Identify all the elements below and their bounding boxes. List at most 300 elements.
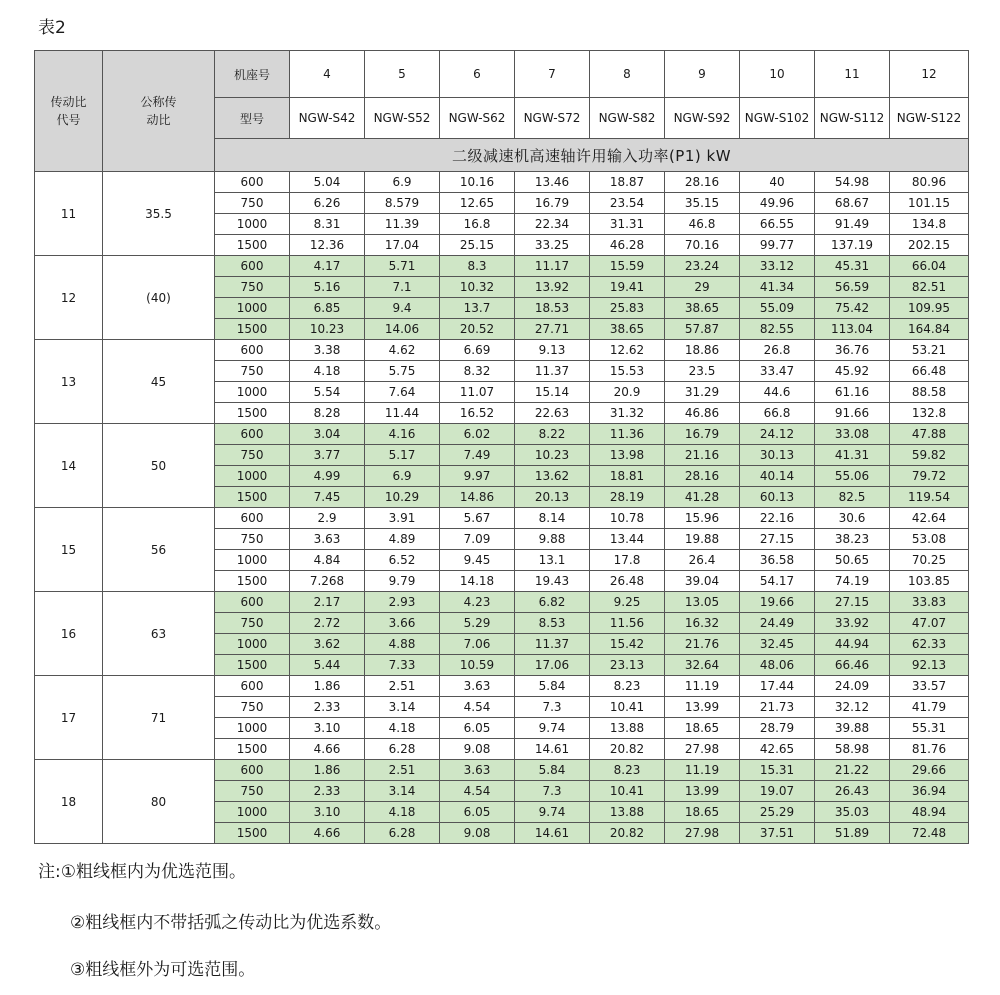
power-value-cell: 8.14 bbox=[515, 508, 590, 529]
power-value-cell: 33.57 bbox=[890, 676, 969, 697]
power-value-cell: 4.17 bbox=[290, 256, 365, 277]
power-value-cell: 3.04 bbox=[290, 424, 365, 445]
power-value-cell: 5.84 bbox=[515, 676, 590, 697]
power-value-cell: 21.16 bbox=[665, 445, 740, 466]
power-value-cell: 75.42 bbox=[815, 298, 890, 319]
nominal-ratio-cell: 45 bbox=[103, 340, 215, 424]
note-3: ③粗线框外为可选范围。 bbox=[70, 960, 256, 980]
frame-number: 4 bbox=[290, 51, 365, 98]
power-value-cell: 9.74 bbox=[515, 802, 590, 823]
power-value-cell: 20.52 bbox=[440, 319, 515, 340]
power-value-cell: 2.17 bbox=[290, 592, 365, 613]
power-value-cell: 11.44 bbox=[365, 403, 440, 424]
power-value-cell: 10.23 bbox=[515, 445, 590, 466]
power-value-cell: 9.88 bbox=[515, 529, 590, 550]
power-value-cell: 5.71 bbox=[365, 256, 440, 277]
power-value-cell: 18.87 bbox=[590, 172, 665, 193]
frame-label: 机座号 bbox=[215, 51, 290, 98]
power-value-cell: 66.8 bbox=[740, 403, 815, 424]
frame-number: 10 bbox=[740, 51, 815, 98]
model-name: NGW-S42 bbox=[290, 98, 365, 139]
power-value-cell: 14.06 bbox=[365, 319, 440, 340]
power-value-cell: 59.82 bbox=[890, 445, 969, 466]
power-value-cell: 6.52 bbox=[365, 550, 440, 571]
power-value-cell: 4.66 bbox=[290, 739, 365, 760]
frame-number: 9 bbox=[665, 51, 740, 98]
power-value-cell: 3.10 bbox=[290, 718, 365, 739]
power-value-cell: 42.65 bbox=[740, 739, 815, 760]
nominal-ratio-cell: 50 bbox=[103, 424, 215, 508]
power-value-cell: 18.65 bbox=[665, 802, 740, 823]
input-speed-cell: 750 bbox=[215, 193, 290, 214]
power-value-cell: 3.63 bbox=[290, 529, 365, 550]
power-value-cell: 5.29 bbox=[440, 613, 515, 634]
power-value-cell: 91.66 bbox=[815, 403, 890, 424]
power-value-cell: 26.4 bbox=[665, 550, 740, 571]
nominal-ratio-cell: 35.5 bbox=[103, 172, 215, 256]
power-value-cell: 13.1 bbox=[515, 550, 590, 571]
input-speed-cell: 600 bbox=[215, 340, 290, 361]
power-value-cell: 2.33 bbox=[290, 781, 365, 802]
power-value-cell: 66.48 bbox=[890, 361, 969, 382]
frame-number: 5 bbox=[365, 51, 440, 98]
input-speed-cell: 600 bbox=[215, 172, 290, 193]
power-value-cell: 109.95 bbox=[890, 298, 969, 319]
power-value-cell: 13.7 bbox=[440, 298, 515, 319]
input-speed-cell: 750 bbox=[215, 529, 290, 550]
power-value-cell: 3.66 bbox=[365, 613, 440, 634]
input-speed-cell: 1500 bbox=[215, 739, 290, 760]
input-speed-cell: 750 bbox=[215, 277, 290, 298]
power-value-cell: 55.09 bbox=[740, 298, 815, 319]
input-speed-cell: 1500 bbox=[215, 823, 290, 844]
power-value-cell: 20.82 bbox=[590, 823, 665, 844]
power-value-cell: 30.6 bbox=[815, 508, 890, 529]
ratio-code-cell: 11 bbox=[35, 172, 103, 256]
power-value-cell: 6.85 bbox=[290, 298, 365, 319]
power-value-cell: 11.37 bbox=[515, 634, 590, 655]
power-value-cell: 22.34 bbox=[515, 214, 590, 235]
input-speed-cell: 1000 bbox=[215, 382, 290, 403]
power-value-cell: 38.23 bbox=[815, 529, 890, 550]
input-speed-cell: 1500 bbox=[215, 571, 290, 592]
power-value-cell: 46.86 bbox=[665, 403, 740, 424]
power-value-cell: 32.45 bbox=[740, 634, 815, 655]
power-value-cell: 19.66 bbox=[740, 592, 815, 613]
power-value-cell: 13.88 bbox=[590, 718, 665, 739]
power-value-cell: 6.28 bbox=[365, 739, 440, 760]
power-value-cell: 49.96 bbox=[740, 193, 815, 214]
power-value-cell: 91.49 bbox=[815, 214, 890, 235]
table-caption: 表2 bbox=[38, 18, 66, 38]
power-value-cell: 54.98 bbox=[815, 172, 890, 193]
model-name: NGW-S82 bbox=[590, 98, 665, 139]
power-value-cell: 134.8 bbox=[890, 214, 969, 235]
power-value-cell: 28.79 bbox=[740, 718, 815, 739]
power-value-cell: 13.99 bbox=[665, 697, 740, 718]
power-value-cell: 3.10 bbox=[290, 802, 365, 823]
power-value-cell: 11.37 bbox=[515, 361, 590, 382]
power-value-cell: 4.62 bbox=[365, 340, 440, 361]
power-value-cell: 7.1 bbox=[365, 277, 440, 298]
power-value-cell: 28.19 bbox=[590, 487, 665, 508]
power-value-cell: 33.12 bbox=[740, 256, 815, 277]
input-speed-cell: 750 bbox=[215, 445, 290, 466]
power-value-cell: 23.5 bbox=[665, 361, 740, 382]
power-value-cell: 22.63 bbox=[515, 403, 590, 424]
input-speed-cell: 600 bbox=[215, 760, 290, 781]
power-value-cell: 70.25 bbox=[890, 550, 969, 571]
input-speed-cell: 1500 bbox=[215, 403, 290, 424]
power-value-cell: 3.14 bbox=[365, 697, 440, 718]
power-value-cell: 2.33 bbox=[290, 697, 365, 718]
power-rating-table bbox=[34, 50, 969, 844]
power-value-cell: 28.16 bbox=[665, 172, 740, 193]
power-value-cell: 8.23 bbox=[590, 760, 665, 781]
power-value-cell: 6.69 bbox=[440, 340, 515, 361]
power-value-cell: 4.54 bbox=[440, 781, 515, 802]
power-value-cell: 16.32 bbox=[665, 613, 740, 634]
power-value-cell: 5.67 bbox=[440, 508, 515, 529]
power-value-cell: 4.84 bbox=[290, 550, 365, 571]
power-value-cell: 119.54 bbox=[890, 487, 969, 508]
power-value-cell: 6.26 bbox=[290, 193, 365, 214]
power-value-cell: 9.97 bbox=[440, 466, 515, 487]
power-value-cell: 1.86 bbox=[290, 676, 365, 697]
power-value-cell: 4.66 bbox=[290, 823, 365, 844]
power-value-cell: 29.66 bbox=[890, 760, 969, 781]
power-value-cell: 31.32 bbox=[590, 403, 665, 424]
model-name: NGW-S102 bbox=[740, 98, 815, 139]
power-value-cell: 3.63 bbox=[440, 760, 515, 781]
power-value-cell: 8.32 bbox=[440, 361, 515, 382]
input-speed-cell: 750 bbox=[215, 781, 290, 802]
power-value-cell: 7.64 bbox=[365, 382, 440, 403]
power-value-cell: 39.88 bbox=[815, 718, 890, 739]
power-value-cell: 3.63 bbox=[440, 676, 515, 697]
power-value-cell: 53.21 bbox=[890, 340, 969, 361]
power-value-cell: 4.16 bbox=[365, 424, 440, 445]
power-value-cell: 9.08 bbox=[440, 739, 515, 760]
power-value-cell: 6.82 bbox=[515, 592, 590, 613]
table-row bbox=[35, 508, 969, 529]
power-value-cell: 42.64 bbox=[890, 508, 969, 529]
power-value-cell: 36.94 bbox=[890, 781, 969, 802]
power-value-cell: 88.58 bbox=[890, 382, 969, 403]
power-value-cell: 57.87 bbox=[665, 319, 740, 340]
power-value-cell: 14.18 bbox=[440, 571, 515, 592]
power-value-cell: 9.13 bbox=[515, 340, 590, 361]
power-value-cell: 33.08 bbox=[815, 424, 890, 445]
power-value-cell: 68.67 bbox=[815, 193, 890, 214]
power-value-cell: 1.86 bbox=[290, 760, 365, 781]
power-value-cell: 6.05 bbox=[440, 718, 515, 739]
input-speed-cell: 600 bbox=[215, 256, 290, 277]
ratio-code-cell: 14 bbox=[35, 424, 103, 508]
power-value-cell: 4.23 bbox=[440, 592, 515, 613]
power-value-cell: 18.53 bbox=[515, 298, 590, 319]
power-value-cell: 30.13 bbox=[740, 445, 815, 466]
power-value-cell: 164.84 bbox=[890, 319, 969, 340]
power-value-cell: 4.54 bbox=[440, 697, 515, 718]
input-speed-cell: 750 bbox=[215, 697, 290, 718]
power-value-cell: 2.51 bbox=[365, 760, 440, 781]
power-value-cell: 17.04 bbox=[365, 235, 440, 256]
power-value-cell: 10.16 bbox=[440, 172, 515, 193]
power-value-cell: 6.9 bbox=[365, 172, 440, 193]
power-value-cell: 10.78 bbox=[590, 508, 665, 529]
power-value-cell: 33.47 bbox=[740, 361, 815, 382]
table-row bbox=[35, 256, 969, 277]
power-value-cell: 17.06 bbox=[515, 655, 590, 676]
power-value-cell: 25.29 bbox=[740, 802, 815, 823]
ratio-code-cell: 17 bbox=[35, 676, 103, 760]
power-value-cell: 58.98 bbox=[815, 739, 890, 760]
power-value-cell: 60.13 bbox=[740, 487, 815, 508]
power-value-cell: 50.65 bbox=[815, 550, 890, 571]
power-value-cell: 54.17 bbox=[740, 571, 815, 592]
power-value-cell: 99.77 bbox=[740, 235, 815, 256]
power-value-cell: 5.16 bbox=[290, 277, 365, 298]
power-value-cell: 12.36 bbox=[290, 235, 365, 256]
power-value-cell: 27.15 bbox=[815, 592, 890, 613]
power-value-cell: 33.92 bbox=[815, 613, 890, 634]
power-value-cell: 28.16 bbox=[665, 466, 740, 487]
input-speed-cell: 750 bbox=[215, 613, 290, 634]
input-speed-cell: 1000 bbox=[215, 298, 290, 319]
power-value-cell: 40 bbox=[740, 172, 815, 193]
power-value-cell: 41.31 bbox=[815, 445, 890, 466]
power-value-cell: 7.3 bbox=[515, 781, 590, 802]
power-value-cell: 14.61 bbox=[515, 739, 590, 760]
power-value-cell: 16.8 bbox=[440, 214, 515, 235]
power-value-cell: 66.46 bbox=[815, 655, 890, 676]
power-value-cell: 51.89 bbox=[815, 823, 890, 844]
power-value-cell: 5.84 bbox=[515, 760, 590, 781]
power-value-cell: 21.73 bbox=[740, 697, 815, 718]
power-value-cell: 36.76 bbox=[815, 340, 890, 361]
power-value-cell: 27.98 bbox=[665, 739, 740, 760]
power-value-cell: 37.51 bbox=[740, 823, 815, 844]
frame-number: 8 bbox=[590, 51, 665, 98]
power-value-cell: 5.17 bbox=[365, 445, 440, 466]
note-2: ②粗线框内不带括弧之传动比为优选系数。 bbox=[70, 913, 392, 933]
power-value-cell: 18.65 bbox=[665, 718, 740, 739]
power-value-cell: 82.55 bbox=[740, 319, 815, 340]
power-value-cell: 202.15 bbox=[890, 235, 969, 256]
power-value-cell: 66.55 bbox=[740, 214, 815, 235]
table-row bbox=[35, 424, 969, 445]
power-value-cell: 46.8 bbox=[665, 214, 740, 235]
power-value-cell: 80.96 bbox=[890, 172, 969, 193]
power-value-cell: 27.98 bbox=[665, 823, 740, 844]
power-value-cell: 17.44 bbox=[740, 676, 815, 697]
power-value-cell: 15.42 bbox=[590, 634, 665, 655]
power-value-cell: 7.45 bbox=[290, 487, 365, 508]
power-value-cell: 20.13 bbox=[515, 487, 590, 508]
power-value-cell: 15.14 bbox=[515, 382, 590, 403]
power-value-cell: 4.89 bbox=[365, 529, 440, 550]
power-value-cell: 24.12 bbox=[740, 424, 815, 445]
power-value-cell: 137.19 bbox=[815, 235, 890, 256]
power-value-cell: 47.07 bbox=[890, 613, 969, 634]
power-value-cell: 47.88 bbox=[890, 424, 969, 445]
power-value-cell: 2.9 bbox=[290, 508, 365, 529]
ratio-code-cell: 16 bbox=[35, 592, 103, 676]
power-value-cell: 8.53 bbox=[515, 613, 590, 634]
nominal-ratio-cell: (40) bbox=[103, 256, 215, 340]
power-value-cell: 46.28 bbox=[590, 235, 665, 256]
power-value-cell: 5.04 bbox=[290, 172, 365, 193]
ratio-code-cell: 13 bbox=[35, 340, 103, 424]
power-value-cell: 23.24 bbox=[665, 256, 740, 277]
input-speed-cell: 1000 bbox=[215, 550, 290, 571]
table-row bbox=[35, 340, 969, 361]
power-value-cell: 13.44 bbox=[590, 529, 665, 550]
power-value-cell: 92.13 bbox=[890, 655, 969, 676]
power-value-cell: 44.6 bbox=[740, 382, 815, 403]
power-value-cell: 15.96 bbox=[665, 508, 740, 529]
power-value-cell: 8.23 bbox=[590, 676, 665, 697]
power-value-cell: 9.25 bbox=[590, 592, 665, 613]
power-value-cell: 14.86 bbox=[440, 487, 515, 508]
power-value-cell: 14.61 bbox=[515, 823, 590, 844]
power-value-cell: 113.04 bbox=[815, 319, 890, 340]
power-value-cell: 4.18 bbox=[290, 361, 365, 382]
power-value-cell: 10.29 bbox=[365, 487, 440, 508]
power-value-cell: 13.62 bbox=[515, 466, 590, 487]
nominal-ratio-cell: 63 bbox=[103, 592, 215, 676]
power-value-cell: 55.31 bbox=[890, 718, 969, 739]
power-value-cell: 11.36 bbox=[590, 424, 665, 445]
power-value-cell: 21.76 bbox=[665, 634, 740, 655]
power-value-cell: 36.58 bbox=[740, 550, 815, 571]
nominal-ratio-header: 公称传 动比 bbox=[103, 51, 215, 172]
power-value-cell: 19.07 bbox=[740, 781, 815, 802]
power-value-cell: 15.59 bbox=[590, 256, 665, 277]
input-speed-cell: 1500 bbox=[215, 235, 290, 256]
power-value-cell: 7.06 bbox=[440, 634, 515, 655]
power-value-cell: 19.43 bbox=[515, 571, 590, 592]
power-value-cell: 12.62 bbox=[590, 340, 665, 361]
power-value-cell: 18.81 bbox=[590, 466, 665, 487]
power-value-cell: 13.88 bbox=[590, 802, 665, 823]
table-row bbox=[35, 676, 969, 697]
power-value-cell: 61.16 bbox=[815, 382, 890, 403]
power-value-cell: 4.88 bbox=[365, 634, 440, 655]
power-value-cell: 4.18 bbox=[365, 718, 440, 739]
nominal-ratio-cell: 71 bbox=[103, 676, 215, 760]
power-value-cell: 31.29 bbox=[665, 382, 740, 403]
power-value-cell: 11.17 bbox=[515, 256, 590, 277]
frame-number: 12 bbox=[890, 51, 969, 98]
power-value-cell: 38.65 bbox=[590, 319, 665, 340]
power-value-cell: 16.79 bbox=[515, 193, 590, 214]
power-value-cell: 11.39 bbox=[365, 214, 440, 235]
power-value-cell: 35.15 bbox=[665, 193, 740, 214]
input-speed-cell: 600 bbox=[215, 424, 290, 445]
power-value-cell: 19.41 bbox=[590, 277, 665, 298]
power-value-cell: 15.31 bbox=[740, 760, 815, 781]
power-value-cell: 33.83 bbox=[890, 592, 969, 613]
power-value-cell: 55.06 bbox=[815, 466, 890, 487]
power-value-cell: 11.07 bbox=[440, 382, 515, 403]
power-value-cell: 35.03 bbox=[815, 802, 890, 823]
input-speed-cell: 1000 bbox=[215, 634, 290, 655]
power-value-cell: 24.09 bbox=[815, 676, 890, 697]
power-value-cell: 3.77 bbox=[290, 445, 365, 466]
power-value-cell: 9.08 bbox=[440, 823, 515, 844]
input-speed-cell: 1000 bbox=[215, 466, 290, 487]
power-value-cell: 132.8 bbox=[890, 403, 969, 424]
power-value-cell: 39.04 bbox=[665, 571, 740, 592]
power-value-cell: 10.32 bbox=[440, 277, 515, 298]
power-value-cell: 22.16 bbox=[740, 508, 815, 529]
input-speed-cell: 1500 bbox=[215, 487, 290, 508]
power-value-cell: 13.98 bbox=[590, 445, 665, 466]
power-value-cell: 3.62 bbox=[290, 634, 365, 655]
power-value-cell: 5.54 bbox=[290, 382, 365, 403]
power-value-cell: 41.79 bbox=[890, 697, 969, 718]
table-row bbox=[35, 172, 969, 193]
power-value-cell: 56.59 bbox=[815, 277, 890, 298]
power-value-cell: 11.19 bbox=[665, 760, 740, 781]
power-value-cell: 2.51 bbox=[365, 676, 440, 697]
input-speed-cell: 600 bbox=[215, 508, 290, 529]
power-value-cell: 8.3 bbox=[440, 256, 515, 277]
power-value-cell: 3.38 bbox=[290, 340, 365, 361]
power-value-cell: 7.33 bbox=[365, 655, 440, 676]
power-value-cell: 32.12 bbox=[815, 697, 890, 718]
power-value-cell: 48.06 bbox=[740, 655, 815, 676]
power-value-cell: 10.59 bbox=[440, 655, 515, 676]
power-value-cell: 20.82 bbox=[590, 739, 665, 760]
power-value-cell: 13.92 bbox=[515, 277, 590, 298]
power-value-cell: 70.16 bbox=[665, 235, 740, 256]
table-row bbox=[35, 592, 969, 613]
power-value-cell: 20.9 bbox=[590, 382, 665, 403]
power-value-cell: 9.74 bbox=[515, 718, 590, 739]
model-name: NGW-S62 bbox=[440, 98, 515, 139]
power-value-cell: 9.4 bbox=[365, 298, 440, 319]
model-name: NGW-S112 bbox=[815, 98, 890, 139]
power-value-cell: 2.72 bbox=[290, 613, 365, 634]
power-value-cell: 4.18 bbox=[365, 802, 440, 823]
power-value-cell: 18.86 bbox=[665, 340, 740, 361]
power-value-cell: 26.43 bbox=[815, 781, 890, 802]
power-value-cell: 45.31 bbox=[815, 256, 890, 277]
power-value-cell: 26.48 bbox=[590, 571, 665, 592]
input-speed-cell: 1000 bbox=[215, 214, 290, 235]
input-speed-cell: 600 bbox=[215, 592, 290, 613]
nominal-ratio-cell: 56 bbox=[103, 508, 215, 592]
power-value-cell: 3.14 bbox=[365, 781, 440, 802]
power-value-cell: 11.19 bbox=[665, 676, 740, 697]
power-value-cell: 29 bbox=[665, 277, 740, 298]
input-speed-cell: 1000 bbox=[215, 718, 290, 739]
model-name: NGW-S72 bbox=[515, 98, 590, 139]
input-speed-cell: 1500 bbox=[215, 655, 290, 676]
power-title: 二级减速机高速轴许用输入功率(P1) kW bbox=[215, 139, 969, 172]
nominal-ratio-cell: 80 bbox=[103, 760, 215, 844]
power-value-cell: 12.65 bbox=[440, 193, 515, 214]
power-value-cell: 82.51 bbox=[890, 277, 969, 298]
power-value-cell: 38.65 bbox=[665, 298, 740, 319]
power-value-cell: 45.92 bbox=[815, 361, 890, 382]
power-value-cell: 26.8 bbox=[740, 340, 815, 361]
power-value-cell: 6.28 bbox=[365, 823, 440, 844]
input-speed-cell: 750 bbox=[215, 361, 290, 382]
